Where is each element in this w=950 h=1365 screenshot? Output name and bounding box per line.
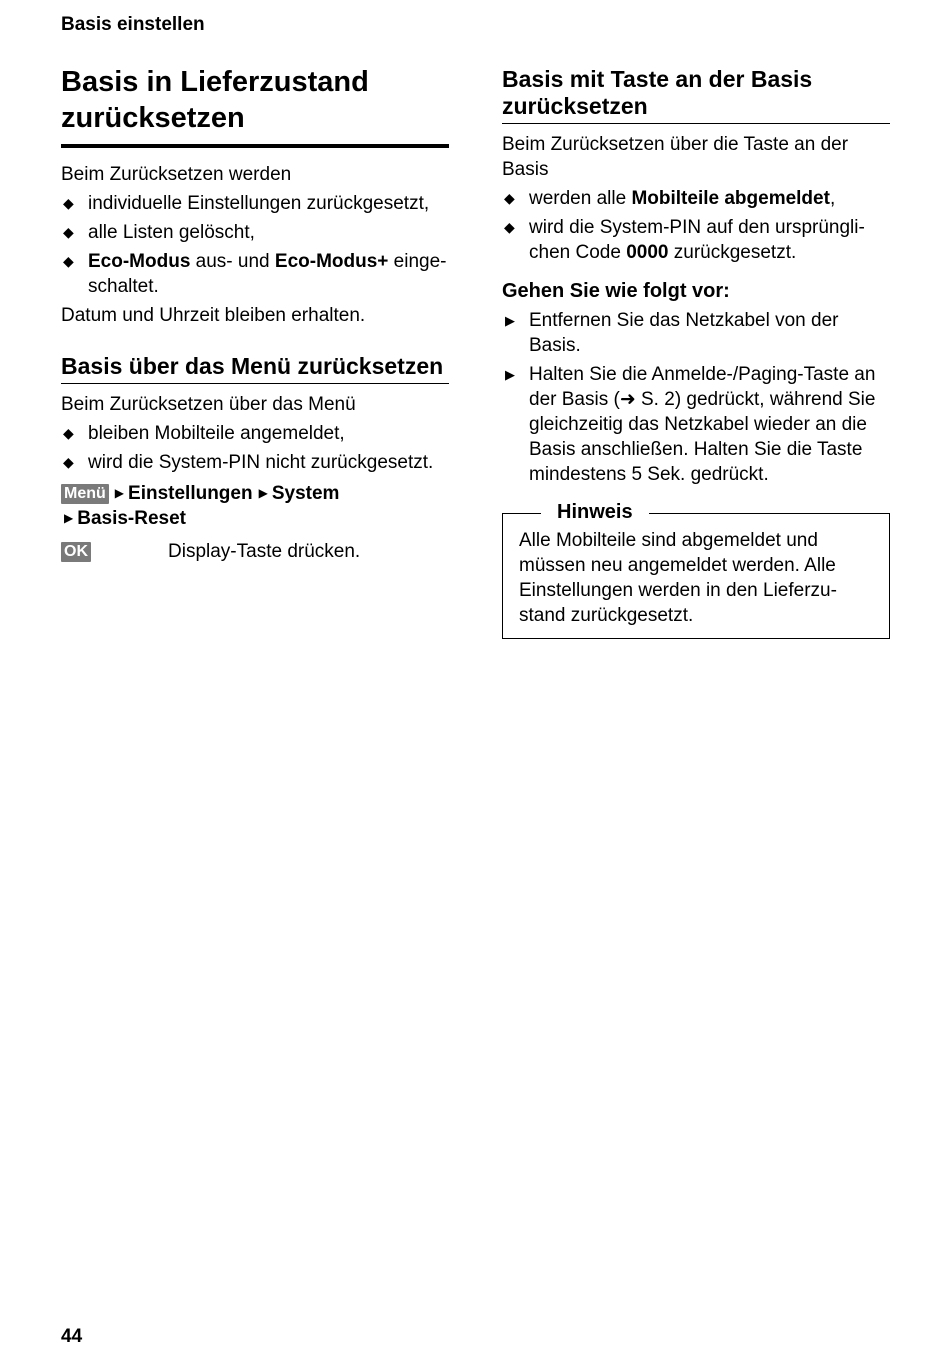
ok-key-row [61,539,449,564]
diamond-bullet-icon: ◆ [504,190,515,206]
triangle-right-icon: ▶ [114,486,125,500]
reset-effects-list [61,191,449,299]
diamond-bullet-icon: ◆ [504,219,515,235]
triangle-right-icon: ▶ [258,486,268,500]
triangle-right-icon: ▶ [505,367,515,382]
button-reset-effects-list [502,186,890,265]
step-item: ▶ Halten Sie die Anmelde-/Paging-Taste an der Basis (➜ S. 2) gedrückt, während Sie gleichzeitig das Netzkabel wieder an die Basis anschließen. Halten Sie die Taste mindestens 5 Sek. gedrückt. [505,364,876,485]
menu-path: Menü ▶ Einstellungen ▶ System [61,481,449,506]
running-head: Basis einstellen [61,14,205,35]
ok-key-icon: OK [61,542,91,562]
list-item: ◆ Eco-Modus aus- und Eco-Modus+ einge-schaltet. [63,251,447,297]
diamond-bullet-icon: ◆ [63,454,74,470]
triangle-right-icon: ▶ [64,511,74,525]
list-item: ◆ bleiben Mobilteile angemeldet, [63,423,345,444]
note-title: Hinweis [541,499,649,525]
list-item: ◆ alle Listen gelöscht, [63,222,255,243]
menu-path-continued: ▶ Basis-Reset [64,508,187,529]
section-title-factory-reset: Basis in Lieferzustand zurücksetzen [61,64,449,148]
list-item: ◆ werden alle Mobilteile abgemeldet, [504,188,836,209]
right-column [502,66,890,639]
note-box [502,501,890,639]
diamond-bullet-icon: ◆ [63,425,74,441]
menu-intro-text: Beim Zurücksetzen über das Menü [61,394,356,415]
list-item: ◆ individuelle Einstellungen zurückgesetzt, [63,193,430,214]
ok-key-description: Display-Taste drücken. [168,541,361,562]
outro-text: Datum und Uhrzeit bleiben erhalten. [61,305,366,326]
steps-title: Gehen Sie wie folgt vor: [502,280,730,302]
list-item: ◆ wird die System-PIN nicht zurückgesetzt. [63,452,434,473]
step-item: ▶ Entfernen Sie das Netzkabel von der Basis. [505,310,839,356]
diamond-bullet-icon: ◆ [63,195,74,211]
list-item: ◆ wird die System-PIN auf den ursprüngli-chen Code 0000 zurückgesetzt. [504,217,865,263]
page-reference-link[interactable]: ➜ S. 2 [619,389,675,410]
intro-text: Beim Zurücksetzen werden [61,164,292,185]
section-title-menu-reset: Basis über das Menü zurücksetzen [61,353,449,384]
note-text: Alle Mobilteile sind abgemeldet und müssen neu angemeldet werden. Alle Einstellungen werden in den Lieferzu-stand zurückgesetzt. [519,530,837,626]
menu-key-icon: Menü [61,484,109,504]
menu-reset-effects-list [61,421,449,475]
steps-list [502,308,890,487]
page-number: 44 [61,1326,83,1347]
button-intro-text: Beim Zurücksetzen über die Taste an der Basis [502,134,849,180]
diamond-bullet-icon: ◆ [63,224,74,240]
triangle-right-icon: ▶ [505,313,515,328]
diamond-bullet-icon: ◆ [63,253,74,269]
section-title-button-reset: Basis mit Taste an der Basis zurücksetzen [502,66,890,124]
left-column [61,64,449,564]
